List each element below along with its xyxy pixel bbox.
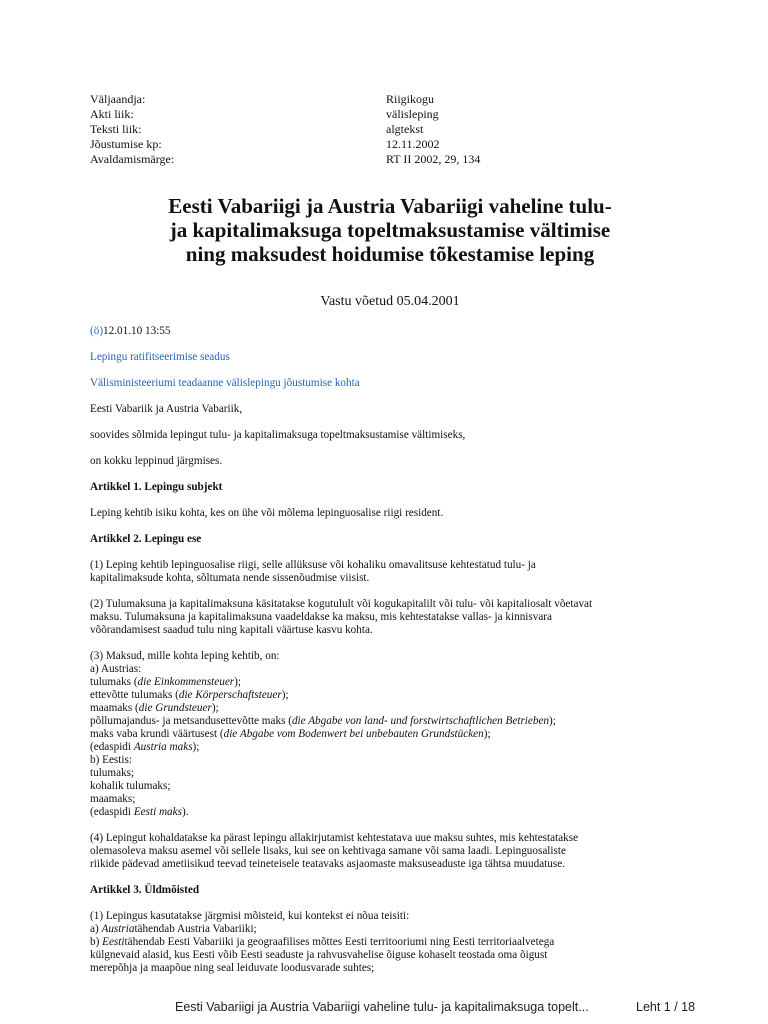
intro-paragraph: Eesti Vabariik ja Austria Vabariik,: [90, 403, 243, 415]
page-number: Leht 1 / 18: [636, 1000, 696, 1014]
meta-key: Akti liik:: [90, 107, 134, 121]
meta-row: [90, 137, 480, 152]
tax-list: (3) Maksud, mille kohta leping kehtib, on: a) Austrias: tulumaks (die Einkommensteuer); ettevõtte tulumaks (die Körperschaftsteuer); maamaks (die Grundsteuer); põllumajandus- ja metsandusettevõtte maks (die Abgabe von land- und forstwirtschaftlichen Betrieben); maks vaba krundi väärtusest (die Abgabe vom Bodenwert bei unbebauten Grundstücken); (edaspidi Austria maks); b) Eestis: tulumaks; kohalik tulumaks; maamaks; (edaspidi Eesti maks).: [90, 650, 556, 818]
meta-row: [90, 152, 480, 167]
document-body: [90, 325, 690, 975]
meta-value: 12.11.2002: [386, 137, 440, 151]
meta-row: [90, 122, 480, 137]
meta-value: Riigikogu: [386, 92, 435, 106]
meta-value: RT II 2002, 29, 134: [386, 152, 481, 166]
meta-row: [90, 92, 480, 107]
meta-value: algtekst: [386, 122, 424, 136]
meta-key: Teksti liik:: [90, 122, 142, 136]
article-heading: Artikkel 2. Lepingu ese: [90, 533, 202, 545]
meta-key: Väljaandja:: [90, 92, 146, 106]
article-heading: Artikkel 3. Üldmõisted: [90, 884, 200, 896]
definitions-list: (1) Lepingus kasutatakse järgmisi mõisteid, kui kontekst ei nõua teisiti: a) Austriatähendab Austria Vabariiki; b) Eestitähendab Eesti Vabariiki ja geograafilises mõttes Eesti territooriumi ning Eesti territoriaalvetega külgnevaid alasid, kus Eesti võib Eesti seaduste ja rahvusvahelise õiguse kohaselt teostada oma õigust merepõhja ja maapõue ning seal leiduvate loodusvarade suhtes;: [90, 910, 555, 974]
ratification-law-link[interactable]: Lepingu ratifitseerimise seadus: [90, 351, 230, 363]
article-paragraph: (4) Lepingut kohaldatakse ka pärast lepingu allakirjutamist kehtestatava uue maksu suhtes, mis kehtestatakse olemasoleva maksu asemel või sellele lisaks, kui see on kehtivaga samane või sama laadi. Lepinguosaliste riikide pädevad ametiisikud teevad teineteisele teatavaks asjaomaste maksuseaduste iga tähtsa muudatuse.: [90, 832, 579, 870]
metadata-table: [90, 92, 480, 167]
revision-date: 12.01.10 13:55: [103, 325, 171, 337]
title-line: Eesti Vabariigi ja Austria Vabariigi vaheline tulu-: [168, 194, 612, 218]
revision-marker-link[interactable]: (ö): [90, 325, 104, 337]
meta-key: Avaldamismärge:: [90, 152, 175, 166]
intro-paragraph: soovides sõlmida lepingut tulu- ja kapitalimaksuga topeltmaksustamise vältimiseks,: [90, 429, 466, 441]
ministry-notice-link[interactable]: Välisministeeriumi teadaanne välislepingu jõustumise kohta: [90, 377, 360, 389]
adoption-date: Vastu võetud 05.04.2001: [320, 294, 460, 309]
document-title: [80, 194, 700, 266]
meta-value: välisleping: [386, 107, 439, 121]
title-line: ja kapitalimaksuga topeltmaksustamise vältimise: [169, 218, 611, 242]
title-line: ning maksudest hoidumise tõkestamise leping: [185, 242, 595, 266]
article-paragraph: (1) Leping kehtib lepinguosalise riigi, selle allüksuse või kohaliku omavalitsuse kehtestatud tulu- ja kapitalimaksude kohta, sõltumata nende sissenõudmise viisist.: [90, 559, 536, 584]
article-paragraph: (2) Tulumaksuna ja kapitalimaksuna käsitatakse kogutulult või kogukapitalilt või tulu- või kapitaliosalt võetavat maksu. Tulumaksuna ja kapitalimaksuna vaadeldakse ka maksu, mis kehtestatakse vallas- ja kinnisvara võõrandamisest saadud tulu ning kapitali väärtuse kasvu kohta.: [90, 598, 593, 636]
footer-title: Eesti Vabariigi ja Austria Vabariigi vaheline tulu- ja kapitalimaksuga topelt...: [175, 1000, 589, 1014]
article-paragraph: Leping kehtib isiku kohta, kes on ühe või mõlema lepinguosalise riigi resident.: [90, 507, 444, 519]
revision-line: [90, 325, 690, 338]
intro-paragraph: on kokku leppinud järgmises.: [90, 455, 223, 467]
meta-row: [90, 107, 480, 122]
article-heading: Artikkel 1. Lepingu subjekt: [90, 481, 223, 493]
meta-key: Jõustumise kp:: [90, 137, 162, 151]
